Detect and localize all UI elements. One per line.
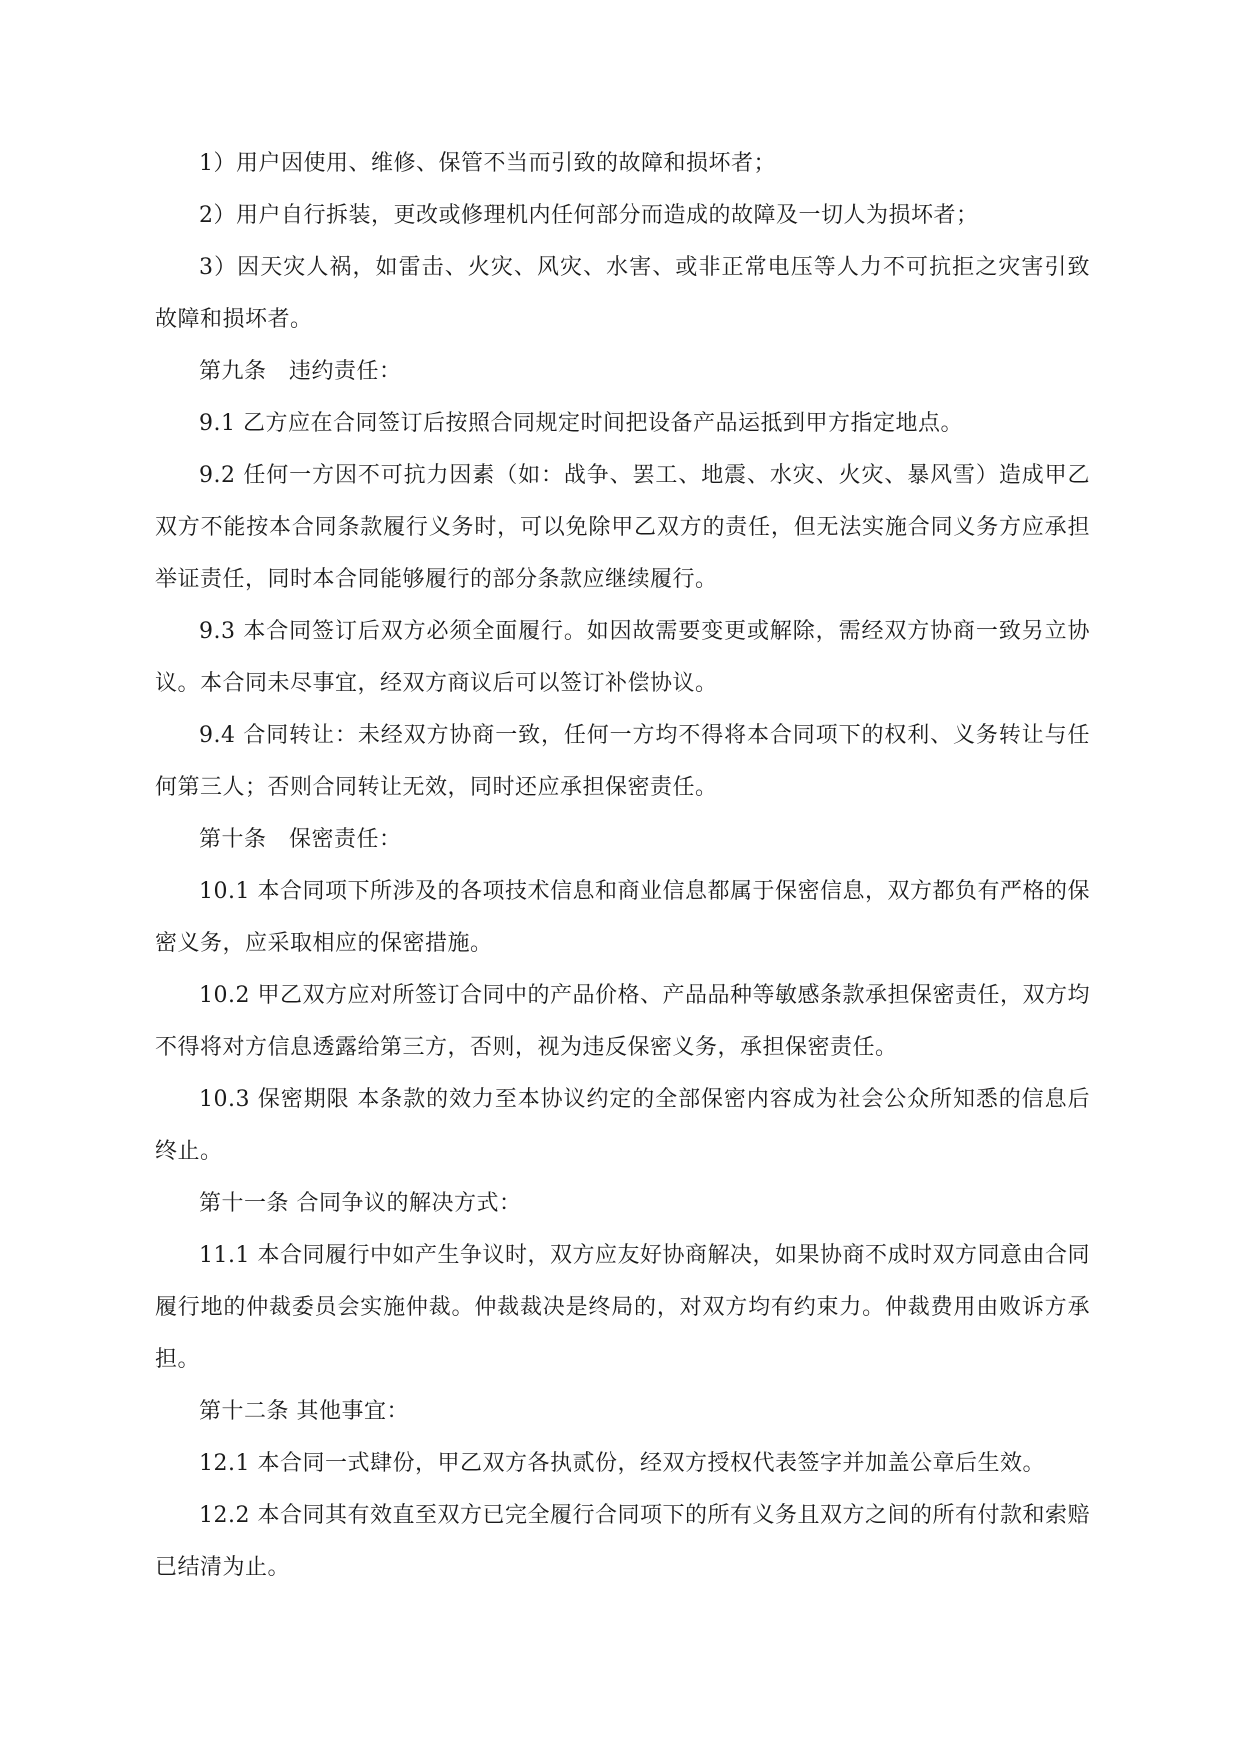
article-11-heading: 第十一条 合同争议的解决方式：: [199, 1191, 522, 1216]
clause-9-1: 9.1 乙方应在合同签订后按照合同规定时间把设备产品运抵到甲方指定地点。: [199, 411, 963, 436]
clause-9-4: 9.4 合同转让：未经双方协商一致，任何一方均不得将本合同项下的权利、义务转让与任何第三人；否则合同转让无效，同时还应承担保密责任。: [155, 723, 1090, 800]
clause-12-1: 12.1 本合同一式肆份，甲乙双方各执贰份，经双方授权代表签字并加盖公章后生效。: [199, 1451, 1045, 1476]
clause-10-1: 10.1 本合同项下所涉及的各项技术信息和商业信息都属于保密信息，双方都负有严格的保密义务，应采取相应的保密措施。: [155, 879, 1090, 956]
clause-item-3: 3）因天灾人祸，如雷击、火灾、风灾、水害、或非正常电压等人力不可抗拒之灾害引致故障和损坏者。: [155, 255, 1090, 332]
clause-item-2: 2）用户自行拆装，更改或修理机内任何部分而造成的故障及一切人为损坏者；: [199, 203, 979, 228]
clause-9-2: 9.2 任何一方因不可抗力因素（如：战争、罢工、地震、水灾、火灾、暴风雪）造成甲乙双方不能按本合同条款履行义务时，可以免除甲乙双方的责任，但无法实施合同义务方应承担举证责任，同时本合同能够履行的部分条款应继续履行。: [155, 463, 1090, 592]
clause-12-2: 12.2 本合同其有效直至双方已完全履行合同项下的所有义务且双方之间的所有付款和索赔已结清为止。: [155, 1503, 1090, 1580]
clause-item-1: 1）用户因使用、维修、保管不当而引致的故障和损坏者；: [199, 151, 776, 176]
document-body: [155, 138, 1090, 1594]
clause-9-3: 9.3 本合同签订后双方必须全面履行。如因故需要变更或解除，需经双方协商一致另立协议。本合同未尽事宜，经双方商议后可以签订补偿协议。: [155, 619, 1090, 696]
clause-10-3: 10.3 保密期限 本条款的效力至本协议约定的全部保密内容成为社会公众所知悉的信息后终止。: [155, 1087, 1090, 1164]
article-12-heading: 第十二条 其他事宜：: [199, 1399, 409, 1424]
article-10-heading: 第十条 保密责任：: [199, 827, 402, 852]
article-9-heading: 第九条 违约责任：: [199, 359, 402, 384]
clause-11-1: 11.1 本合同履行中如产生争议时，双方应友好协商解决，如果协商不成时双方同意由合同履行地的仲裁委员会实施仲裁。仲裁裁决是终局的，对双方均有约束力。仲裁费用由败诉方承担。: [155, 1243, 1090, 1372]
clause-10-2: 10.2 甲乙双方应对所签订合同中的产品价格、产品品种等敏感条款承担保密责任，双方均不得将对方信息透露给第三方，否则，视为违反保密义务，承担保密责任。: [155, 983, 1090, 1060]
